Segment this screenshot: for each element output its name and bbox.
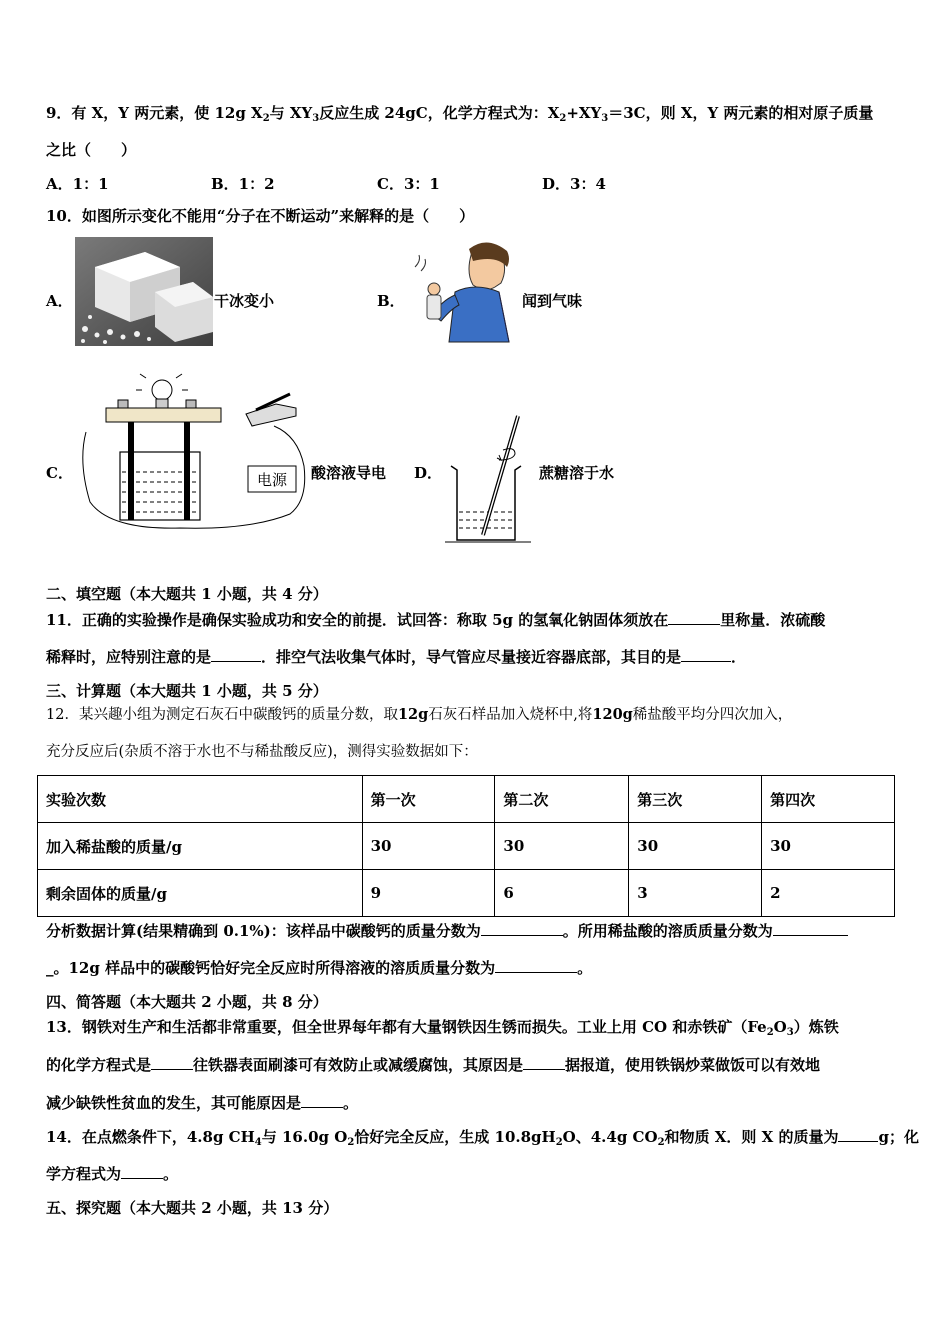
table-cell: 2 (762, 870, 895, 917)
table-cell: 9 (362, 870, 495, 917)
table-header-cell: 第三次 (629, 776, 762, 823)
q13-line3: 减少缺铁性贫血的发生，其可能原因是 。 (46, 1094, 359, 1112)
q10-option-c-caption: 酸溶液导电 (311, 464, 387, 482)
q14-line2: 学方程式为 。 (46, 1165, 179, 1183)
experiment-data-table (37, 775, 895, 917)
table-cell: 3 (629, 870, 762, 917)
q11-line1: 11．正确的实验操作是确保实验成功和安全的前提．试回答：称取 5g 的氢氧化钠固体须放在 里称量．浓硫酸 (46, 611, 826, 629)
q13-line1: 13．钢铁对生产和生活都非常重要，但全世界每年都有大量钢铁因生锈而损失。工业上用 CO 和赤铁矿$(Fe_2O_3)$炼铁 (46, 1018, 839, 1038)
table-cell: 30 (629, 823, 762, 870)
table-row (38, 870, 895, 917)
conductivity-apparatus-image (76, 372, 308, 532)
q12-line1: 12．某兴趣小组为测定石灰石中碳酸钙的质量分数，取12g石灰石样品加入烧杯中,将120g稀盐酸平均分四次加入， (46, 706, 793, 723)
q10-option-a-letter: A． (46, 292, 73, 310)
table-header-cell: 第四次 (762, 776, 895, 823)
dry-ice-image (75, 237, 213, 346)
q14-line1: 14．在点燃条件下，4.8g $CH_4$与 16.0g $O_2$恰好完全反应，生成 $10.8gH_2O$、4.4g $CO_2$和物质 X．则 X 的质量为 g；化 (46, 1128, 919, 1148)
q10-option-c-letter: C． (46, 464, 73, 482)
q9-stem-line1: 9．有 X，Y 两元素，使 12g $X_2$与 $XY_3$反应生成 24gC，化学方程式为：$X_2+XY_3=3C$，则 X，Y 两元素的相对原子质量 (46, 104, 874, 124)
table-header-cell: 实验次数 (38, 776, 363, 823)
table-cell: 30 (495, 823, 629, 870)
section-3-heading: 三、计算题（本大题共 1 小题，共 5 分） (46, 682, 328, 700)
section-2-heading: 二、填空题（本大题共 1 小题，共 4 分） (46, 585, 328, 603)
q10-option-d-letter: D． (414, 464, 443, 482)
q9-option-a: A．1：1 (46, 175, 109, 193)
q10-option-a-caption: 干冰变小 (214, 292, 275, 310)
q11-line2: 稀释时，应特别注意的是 ．排空气法收集气体时，导气管应尽量接近容器底部，其目的是 ． (46, 648, 747, 666)
q10-option-d-caption: 蔗糖溶于水 (539, 464, 615, 482)
q9-option-c: C．3：1 (377, 175, 440, 193)
power-supply-label: 电源 (256, 471, 288, 489)
table-cell: 30 (362, 823, 495, 870)
table-cell: 加入稀盐酸的质量/g (38, 823, 363, 870)
q9-stem-line2: 之比（ ） (46, 141, 137, 159)
table-cell: 6 (495, 870, 629, 917)
q10-option-b-letter: B． (377, 292, 405, 310)
section-5-heading: 五、探究题（本大题共 2 小题，共 13 分） (46, 1199, 339, 1217)
q10-option-b-caption: 闻到气味 (522, 292, 583, 310)
section-4-heading: 四、简答题（本大题共 2 小题，共 8 分） (46, 993, 328, 1011)
boy-smelling-image (403, 237, 515, 347)
table-header-row (38, 776, 895, 823)
q12-line2: 充分反应后(杂质不溶于水也不与稀盐酸反应)，测得实验数据如下： (46, 744, 478, 760)
sugar-beaker-image (445, 410, 531, 544)
table-header-cell: 第一次 (362, 776, 495, 823)
q10-stem: 10．如图所示变化不能用“分子在不断运动”来解释的是（ ） (46, 207, 475, 225)
table-cell: 剩余固体的质量/g (38, 870, 363, 917)
q9-option-b: B．1：2 (211, 175, 275, 193)
q12-answer-line1: 分析数据计算(结果精确到 0.1%)：该样品中碳酸钙的质量分数为 。所用稀盐酸的溶质质量分数为 (46, 921, 848, 941)
table-cell: 30 (762, 823, 895, 870)
table-header-cell: 第二次 (495, 776, 629, 823)
table-row (38, 823, 895, 870)
q13-line2: 的化学方程式是 往铁器表面刷漆可有效防止或减缓腐蚀，其原因是 据报道，使用铁锅炒菜做饭可以有效地 (46, 1056, 821, 1074)
q12-answer-line2: _。12g 样品中的碳酸钙恰好完全反应时所得溶液的溶质质量分数为 。 (46, 959, 593, 977)
q9-option-d: D．3：4 (542, 175, 606, 193)
